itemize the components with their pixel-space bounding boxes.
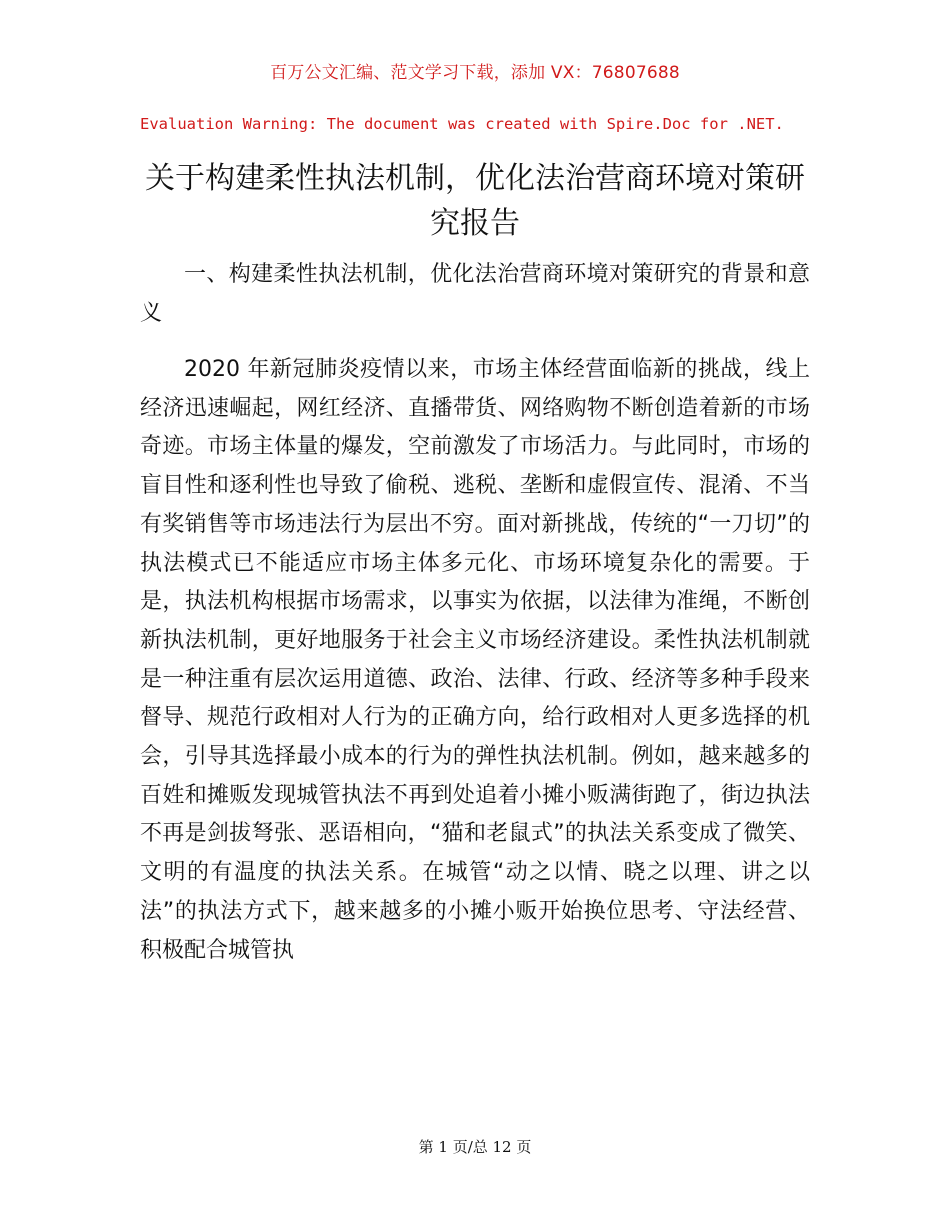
body-paragraph: 2020 年新冠肺炎疫情以来，市场主体经营面临新的挑战，线上经济迅速崛起，网红经济、直播带货、网络购物不断创造着新的市场奇迹。市场主体量的爆发，空前激发了市场活力。与此同时，市场的盲目性和逐利性也导致了偷税、逃税、垄断和虚假宣传、混淆、不当有奖销售等市场违法行为层出不穷。面对新挑战，传统的“一刀切”的执法模式已不能适应市场主体多元化、市场环境复杂化的需要。于是，执法机构根据市场需求，以事实为依据，以法律为准绳，不断创新执法机制，更好地服务于社会主义市场经济建设。柔性执法机制就是一种注重有层次运用道德、政治、法律、行政、经济等多种手段来督导、规范行政相对人行为的正确方向，给行政相对人更多选择的机会，引导其选择最小成本的行为的弹性执法机制。例如，越来越多的百姓和摊贩发现城管执法不再到处追着小摊小贩满街跑了，街边执法不再是剑拔弩张、恶语相向，“猫和老鼠式”的执法关系变成了微笑、文明的有温度的执法关系。在城管“动之以情、晓之以理、讲之以法”的执法方式下，越来越多的小摊小贩开始换位思考、守法经营、积极配合城管执: [140, 357, 810, 963]
page-footer: 第 1 页/总 12 页: [418, 1138, 532, 1156]
document-title: 关于构建柔性执法机制，优化法治营商环境对策研究报告: [145, 161, 805, 241]
section-heading: 一、构建柔性执法机制，优化法治营商环境对策研究的背景和意义: [140, 262, 810, 326]
evaluation-warning: Evaluation Warning: The document was created with Spire.Doc for .NET.: [140, 115, 784, 133]
header-banner: 百万公文汇编、范文学习下载，添加 VX：76807688: [270, 63, 680, 83]
